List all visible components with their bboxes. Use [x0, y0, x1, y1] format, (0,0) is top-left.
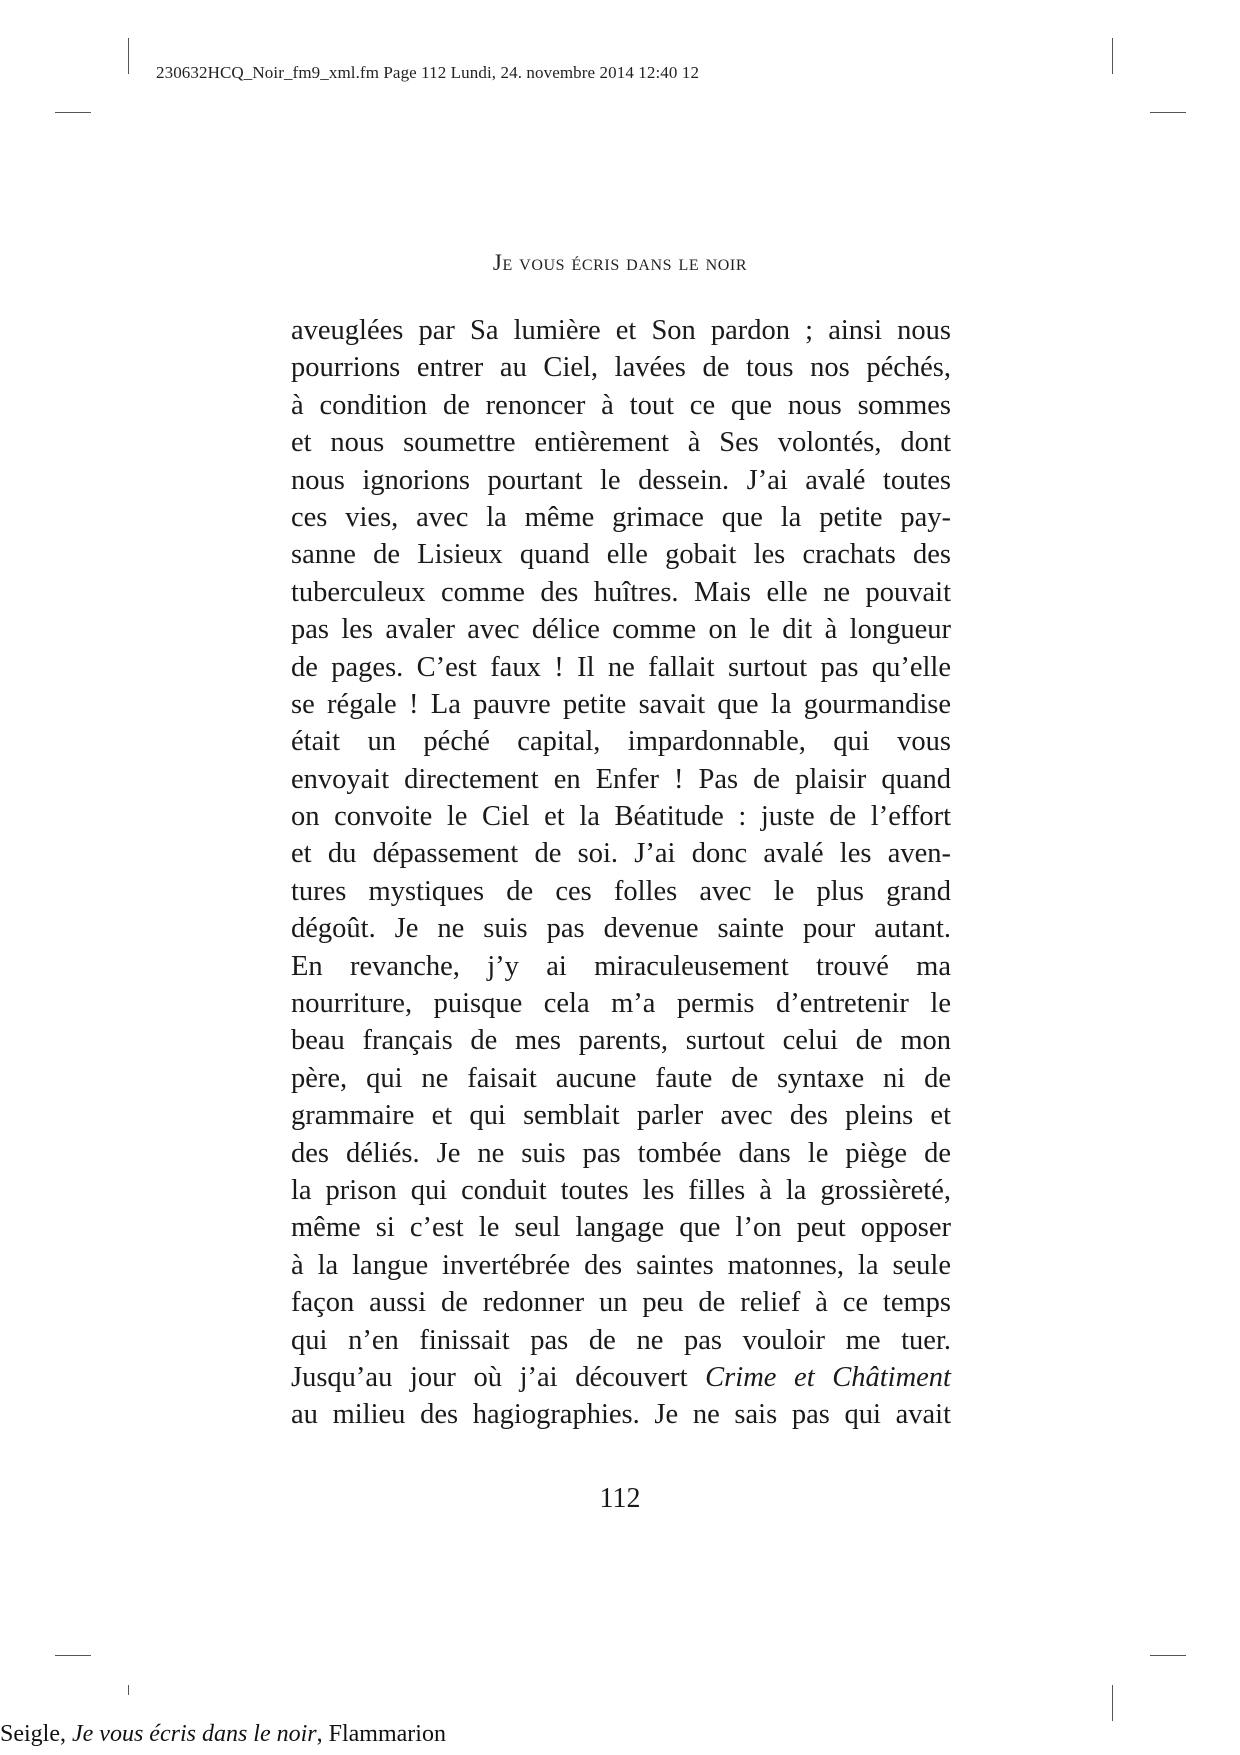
crop-mark-top-left	[128, 38, 129, 74]
crop-mark-bottom-right-horizontal	[1150, 1655, 1186, 1656]
body-line: envoyait directement en Enfer ! Pas de plaisir quand	[291, 763, 951, 795]
crop-mark-bottom-right	[1112, 1685, 1113, 1721]
body-line: grammaire et qui semblait parler avec des pleins et	[291, 1100, 951, 1132]
body-line: ces vies, avec la même grimace que la petite pay-	[291, 501, 951, 533]
body-line: on convoite le Ciel et la Béatitude : juste de l’effort	[291, 801, 951, 833]
body-line: se régale ! La pauvre petite savait que la gourmandise	[291, 688, 951, 720]
crop-mark-top-left-horizontal	[55, 112, 91, 113]
crop-mark-top-right	[1112, 38, 1113, 74]
footer-publisher: , Flammarion	[316, 1721, 446, 1747]
body-line: tures mystiques de ces folles avec le plus grand	[291, 875, 951, 907]
body-line: était un péché capital, impardonnable, qui vous	[291, 726, 951, 758]
running-head: Je vous écris dans le noir	[492, 250, 748, 275]
body-line: En revanche, j’y ai miraculeusement trouvé ma	[291, 950, 951, 982]
crop-mark-bottom-left	[128, 1685, 129, 1695]
body-line-with-title	[291, 1359, 951, 1396]
footer-author: Seigle,	[0, 1721, 72, 1747]
body-line: père, qui ne faisait aucune faute de syntaxe ni de	[291, 1062, 951, 1094]
body-line: nous ignorions pourtant le dessein. J’ai avalé toutes	[291, 464, 951, 496]
crop-mark-bottom-left-horizontal	[55, 1655, 91, 1656]
body-line: la prison qui conduit toutes les filles à la grossièreté,	[291, 1174, 951, 1206]
book-title-italic: Crime et Châtiment	[705, 1361, 951, 1393]
body-line: et du dépassement de soi. J’ai donc avalé les aven-	[291, 838, 951, 870]
body-line: beau français de mes parents, surtout celui de mon	[291, 1025, 951, 1057]
body-line: qui n’en finissait pas de ne pas vouloir me tuer.	[291, 1324, 951, 1356]
footer-title: Je vous écris dans le noir	[72, 1721, 317, 1747]
body-line: au milieu des hagiographies. Je ne sais pas qui avait	[291, 1399, 951, 1431]
body-line: même si c’est le seul langage que l’on peut opposer	[291, 1212, 951, 1244]
body-line: pourrions entrer au Ciel, lavées de tous nos péchés,	[291, 352, 951, 384]
body-line-text: Jusqu’au jour où j’ai découvert	[291, 1361, 706, 1393]
body-line: à la langue invertébrée des saintes matonnes, la seule	[291, 1249, 951, 1281]
body-line: sanne de Lisieux quand elle gobait les crachats des	[291, 539, 951, 571]
slug-line: 230632HCQ_Noir_fm9_xml.fm Page 112 Lundi, 24. novembre 2014 12:40 12	[156, 63, 700, 82]
body-line: et nous soumettre entièrement à Ses volontés, dont	[291, 427, 951, 459]
body-line: nourriture, puisque cela m’a permis d’entretenir le	[291, 988, 951, 1020]
body-line: aveuglées par Sa lumière et Son pardon ; ainsi nous	[291, 315, 951, 346]
body-line: pas les avaler avec délice comme on le dit à longueur	[291, 614, 951, 646]
body-line: de pages. C’est faux ! Il ne fallait surtout pas qu’elle	[291, 651, 951, 683]
crop-mark-top-right-horizontal	[1150, 112, 1186, 113]
body-line: à condition de renoncer à tout ce que nous sommes	[291, 389, 951, 421]
body-line: façon aussi de redonner un peu de relief à ce temps	[291, 1287, 951, 1319]
body-text	[291, 312, 951, 1434]
page-number: 112	[599, 1483, 641, 1514]
body-line: des déliés. Je ne suis pas tombée dans le piège de	[291, 1137, 951, 1169]
footer-credit	[0, 1721, 446, 1748]
body-line: tuberculeux comme des huîtres. Mais elle ne pouvait	[291, 576, 951, 608]
body-line: dégoût. Je ne suis pas devenue sainte pour autant.	[291, 913, 951, 945]
